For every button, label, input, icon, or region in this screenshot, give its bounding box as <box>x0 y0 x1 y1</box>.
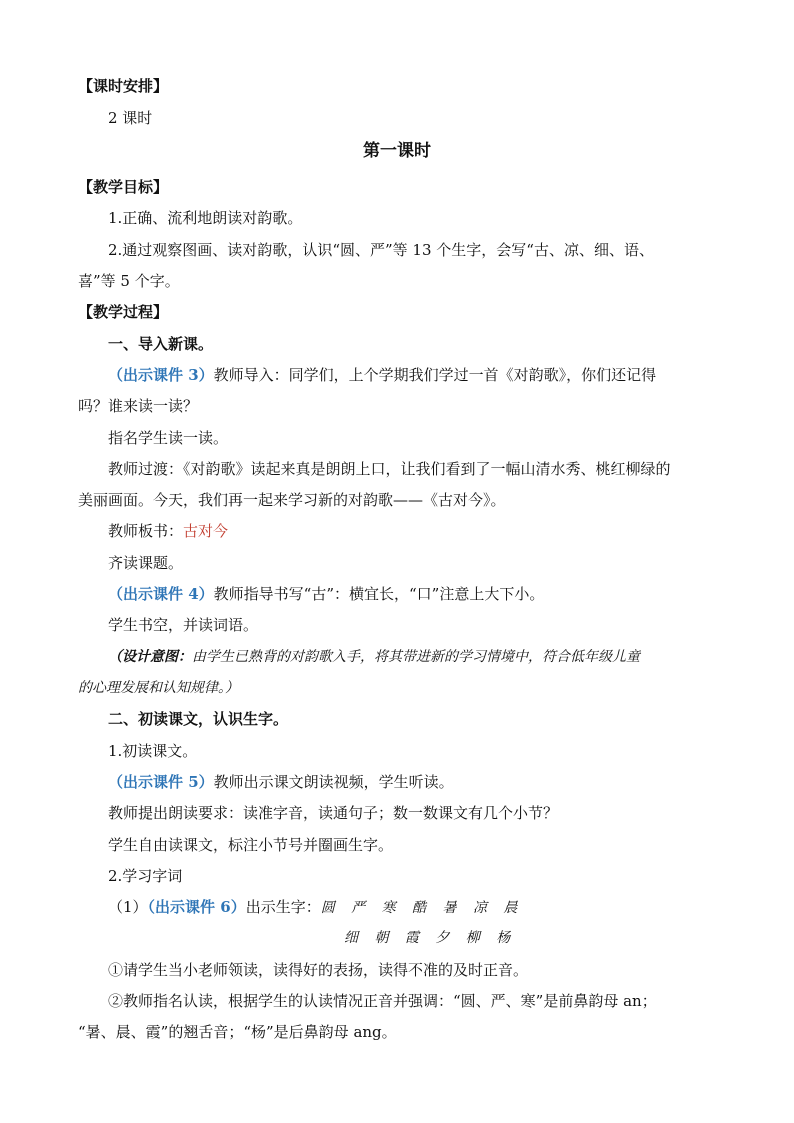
character-display <box>108 897 758 918</box>
section1-paragraph-1-line-2: 吗？谁来读一读？ <box>78 397 199 415</box>
section1-paragraph-3-line-2: 美丽画面。今天，我们再一起来学习新的对韵歌——《古对今》。 <box>78 491 506 509</box>
item-number: （1） <box>108 898 148 916</box>
design-intent-label: （设计意图： <box>108 649 192 665</box>
section1-paragraph-6 <box>108 584 758 604</box>
character-row-2: 细 朝 霞 夕 柳 杨 <box>344 930 517 946</box>
paragraph-1-text: 教师导入：同学们，上个学期我们学过一首《对韵歌》，你们还记得 <box>213 366 657 384</box>
courseware-cue-6: （出示课件 6） <box>147 898 246 916</box>
section1-paragraph-2: 指名学生读一读。 <box>108 429 229 447</box>
section2-video <box>108 772 758 792</box>
design-intent-line-2: 的心理发展和认知规律。） <box>78 680 239 696</box>
section2-step-1: 1.初读课文。 <box>108 742 198 760</box>
free-reading: 学生自由读课文，标注小节号并圈画生字。 <box>108 836 394 854</box>
paragraph-6-text: 教师指导书写“古”：横宜长，“口”注意上大下小。 <box>213 585 545 603</box>
goals-heading: 【教学目标】 <box>78 178 169 196</box>
video-text: 教师出示课文朗读视频，学生听读。 <box>213 773 454 791</box>
board-value: 古对今 <box>183 522 229 540</box>
board-label: 教师板书： <box>108 522 184 540</box>
section1-paragraph-5: 齐读课题。 <box>108 554 184 572</box>
goal-item-2-line-2: 喜”等 5 个字。 <box>78 272 180 290</box>
design-intent-text: 由学生已熟背的对韵歌入手，将其带进新的学习情境中，符合低年级儿童 <box>192 649 640 665</box>
character-row-1: 圆 严 寒 酷 暑 凉 晨 <box>320 900 524 916</box>
reading-step-2-line-1: ②教师指名认读，根据学生的认读情况正音并强调：“圆、严、寒”是前鼻韵母 an； <box>108 992 657 1010</box>
courseware-cue-5: （出示课件 5） <box>108 773 214 791</box>
design-intent-line-1 <box>108 647 758 667</box>
reading-step-2-line-2: “暑、晨、霞”的翘舌音；“杨”是后鼻韵母 ang。 <box>78 1023 397 1041</box>
goal-item-2-line-1: 2.通过观察图画、读对韵歌，认识“圆、严”等 13 个生字，会写“古、凉、细、语、 <box>108 241 654 259</box>
reading-step-1: ①请学生当小老师领读，读得好的表扬，读得不准的及时正音。 <box>108 961 529 979</box>
lesson-title: 第一课时 <box>363 141 431 161</box>
schedule-heading: 【课时安排】 <box>78 77 169 95</box>
courseware-cue-4: （出示课件 4） <box>108 585 214 603</box>
board-writing <box>108 521 758 541</box>
schedule-value: 2 课时 <box>108 109 153 127</box>
section1-paragraph-3-line-1: 教师过渡：《对韵歌》读起来真是朗朗上口，让我们看到了一幅山清水秀、桃红柳绿的 <box>108 460 671 478</box>
courseware-cue-3: （出示课件 3） <box>108 366 214 384</box>
process-heading: 【教学过程】 <box>78 303 169 321</box>
goal-item-1: 1.正确、流利地朗读对韵歌。 <box>108 209 303 227</box>
section1-title: 一、导入新课。 <box>108 335 214 353</box>
section2-step-2: 2.学习字词 <box>108 867 183 885</box>
reading-requirement: 教师提出朗读要求：读准字音，读通句子；数一数课文有几个小节？ <box>108 804 559 822</box>
section1-paragraph-1 <box>108 365 758 385</box>
section2-title: 二、初读课文，认识生字。 <box>108 710 289 728</box>
show-label: 出示生字： <box>245 898 321 916</box>
section1-paragraph-7: 学生书空，并读词语。 <box>108 616 259 634</box>
